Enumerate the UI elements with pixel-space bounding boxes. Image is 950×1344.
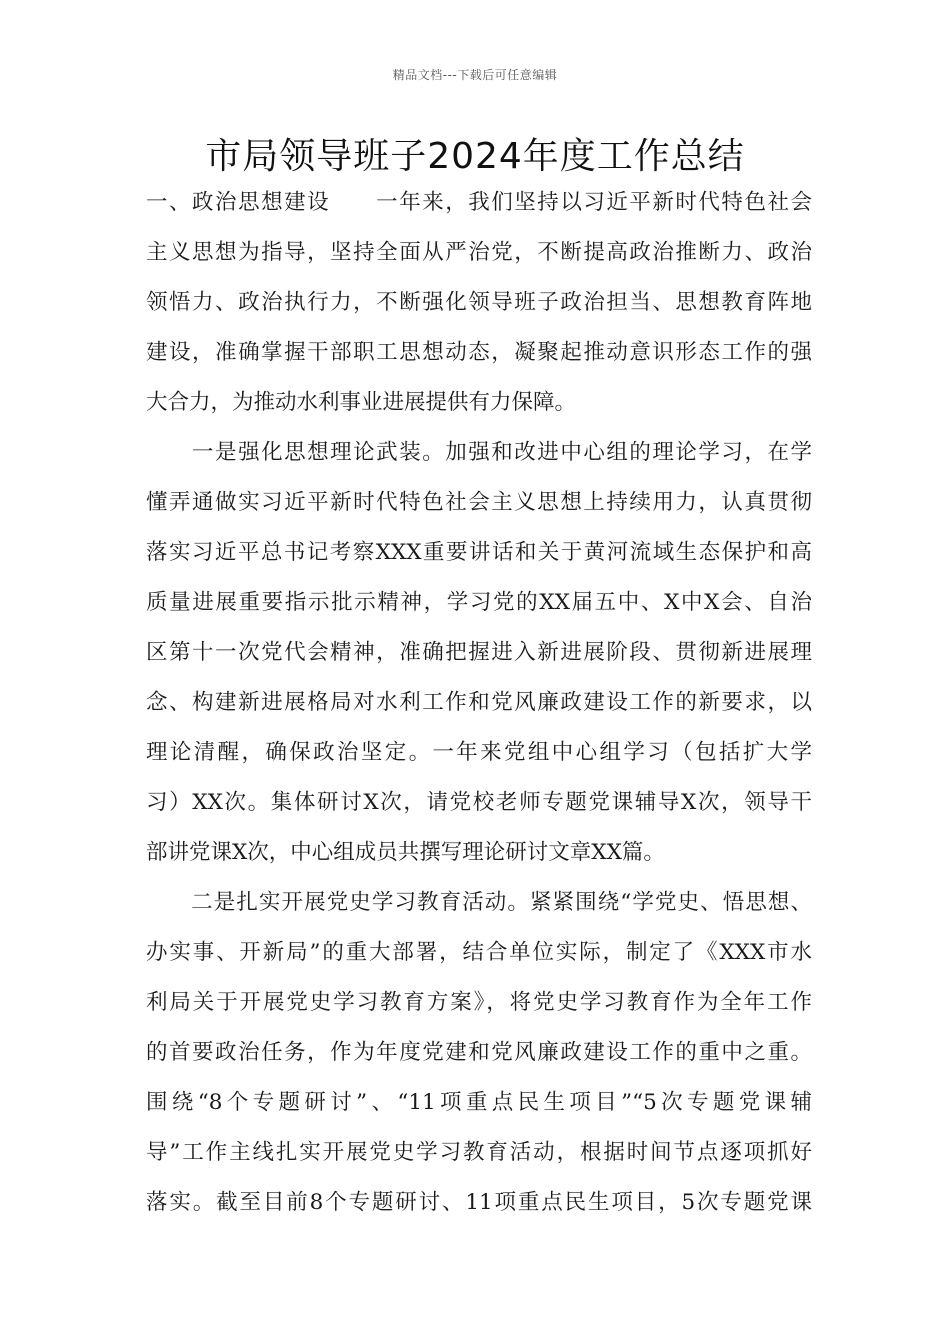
paragraph-political-construction	[146, 178, 812, 428]
text-line: 主义思想为指导，坚持全面从严治党，不断提高政治推断力、政治	[146, 240, 812, 265]
text-line: 区第十一次党代会精神，准确把握进入新进展阶段、贯彻新进展理	[146, 640, 812, 665]
text-line: 一是强化思想理论武装。加强和改进中心组的理论学习，在学	[146, 440, 812, 465]
document-title: 市局领导班子2024年度工作总结	[205, 136, 745, 177]
header-note: 精品文档---下载后可任意编辑	[392, 68, 558, 82]
text-line: 导”工作主线扎实开展党史学习教育活动，根据时间节点逐项抓好	[146, 1140, 812, 1165]
text-line: 理论清醒，确保政治坚定。一年来党组中心组学习（包括扩大学	[146, 740, 812, 765]
text-line: 的首要政治任务，作为年度党建和党风廉政建设工作的重中之重。	[146, 1040, 812, 1065]
text-line: 领悟力、政治执行力，不断强化领导班子政治担当、思想教育阵地	[146, 290, 812, 315]
text-line: 利局关于开展党史学习教育方案》，将党史学习教育作为全年工作	[146, 990, 812, 1015]
text-line: 办实事、开新局”的重大部署，结合单位实际，制定了《XXX市水	[146, 940, 812, 965]
text-line: 质量进展重要指示批示精神，学习党的XX届五中、X中X会、自治	[146, 590, 812, 615]
text-line: 二是扎实开展党史学习教育活动。紧紧围绕“学党史、悟思想、	[146, 890, 812, 915]
text-line: 部讲党课X次，中心组成员共撰写理论研讨文章XX篇。	[146, 840, 665, 865]
text-line: 懂弄通做实习近平新时代特色社会主义思想上持续用力，认真贯彻	[146, 490, 812, 515]
text-line: 落实习近平总书记考察XXX重要讲话和关于黄河流域生态保护和高	[146, 540, 812, 565]
text-line: 一、政治思想建设 一年来，我们坚持以习近平新时代特色社会	[146, 190, 812, 215]
paragraph-theory-armament	[146, 428, 812, 878]
text-line: 大合力，为推动水利事业进展提供有力保障。	[146, 390, 577, 415]
text-line: 落实。截至目前8个专题研讨、11项重点民生项目，5次专题党课	[146, 1190, 812, 1215]
text-line: 围绕“8个专题研讨”、“11项重点民生项目”“5次专题党课辅	[146, 1090, 812, 1115]
document-body	[146, 178, 812, 1228]
text-line: 建设，准确掌握干部职工思想动态，凝聚起推动意识形态工作的强	[146, 340, 812, 365]
text-line: 习）XX次。集体研讨X次，请党校老师专题党课辅导X次，领导干	[146, 790, 812, 815]
paragraph-party-history-education	[146, 878, 812, 1228]
text-line: 念、构建新进展格局对水利工作和党风廉政建设工作的新要求，以	[146, 690, 812, 715]
